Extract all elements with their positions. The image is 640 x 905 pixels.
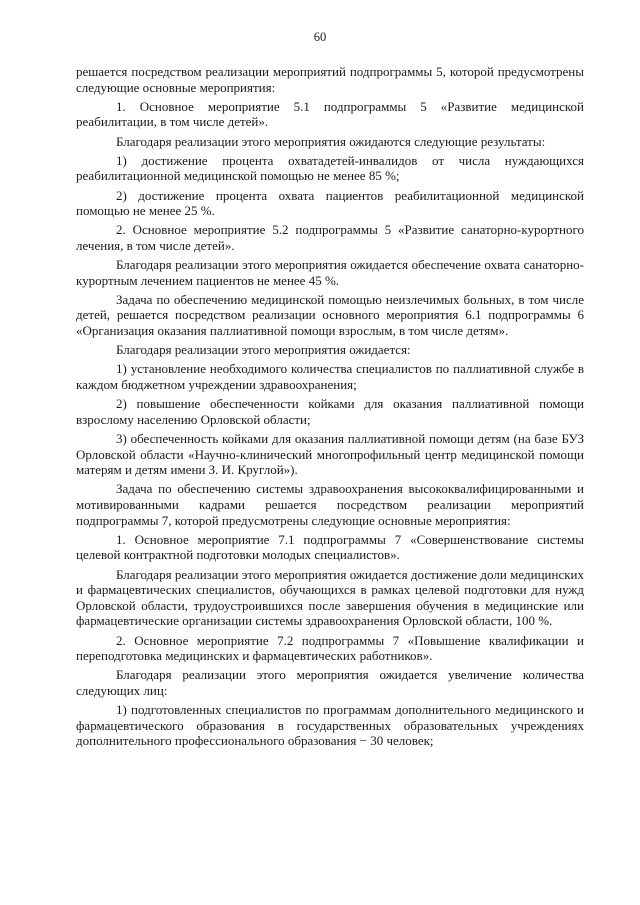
paragraph: Благодаря реализации этого мероприятия ожидается увеличение количества следующих лиц:: [76, 667, 584, 698]
page-number: 60: [313, 30, 327, 44]
paragraph: 1. Основное мероприятие 5.1 подпрограммы 5 «Развитие медицинской реабилитации, в том числе детей».: [76, 98, 584, 130]
paragraph: 1) подготовленных специалистов по программам дополнительного медицинского и фармацевтического образования в государственных образовательных учреждениях дополнительного профессионального образования − 30 человек;: [76, 702, 584, 749]
paragraph: 2. Основное мероприятие 5.2 подпрограммы 5 «Развитие санаторно-курортного лечения, в том числе детей».: [76, 222, 584, 253]
paragraph: Задача по обеспечению медицинской помощью неизлечимых больных, в том числе детей, решается посредством реализации основного мероприятия 6.1 подпрограммы 6 «Организация оказания паллиативной помощи взрослым, в том числе детям».: [76, 291, 584, 339]
paragraph: Благодаря реализации этого мероприятия ожидаются следующие результаты:: [116, 133, 546, 149]
paragraph: 1) достижение процента охватадетей-инвалидов от числа нуждающихся реабилитационной медицинской помощью не менее 85 %;: [76, 152, 584, 184]
paragraph: 2. Основное мероприятие 7.2 подпрограммы 7 «Повышение квалификации и переподготовка медицинских и фармацевтических работников».: [76, 632, 584, 664]
paragraph: 1) установление необходимого количества специалистов по паллиативной службе в каждом бюджетном учреждении здравоохранения;: [76, 361, 584, 393]
paragraph: 2) повышение обеспеченности койками для оказания паллиативной помощи взрослому населению Орловской области;: [76, 396, 584, 427]
paragraph-continuation: решается посредством реализации мероприятий подпрограммы 5, которой предусмотрены следующие основные мероприятия:: [76, 64, 584, 95]
paragraph: Благодаря реализации этого мероприятия ожидается достижение доли медицинских и фармацевтических специалистов, обучающихся в рамках целевой подготовки для нужд Орловской области, трудоустроившихся после завершения обучения в медицинские или фармацевтические организации системы здравоохранения Орловской области, 100 %.: [76, 566, 584, 629]
paragraph: 2) достижение процента охвата пациентов реабилитационной медицинской помощью не менее 25 %.: [76, 187, 584, 219]
paragraph: 1. Основное мероприятие 7.1 подпрограммы 7 «Совершенствование системы целевой контрактной подготовки молодых специалистов».: [76, 531, 584, 563]
paragraph: 3) обеспеченность койками для оказания паллиативной помощи детям (на базе БУЗ Орловской области «Научно-клинический многопрофильный центр медицинской помощи матерям и детям имени З. И. Круглой»).: [76, 431, 584, 478]
paragraph: Задача по обеспечению системы здравоохранения высококвалифицированными и мотивированными кадрами решается посредством реализации мероприятий подпрограммы 7, которой предусмотрены следующие основные мероприятия:: [76, 481, 584, 528]
document-body: [76, 64, 584, 752]
paragraph: Благодаря реализации этого мероприятия ожидается:: [116, 342, 411, 358]
paragraph: Благодаря реализации этого мероприятия ожидается обеспечение охвата санаторно-курортным лечением пациентов не менее 45 %.: [76, 257, 584, 288]
